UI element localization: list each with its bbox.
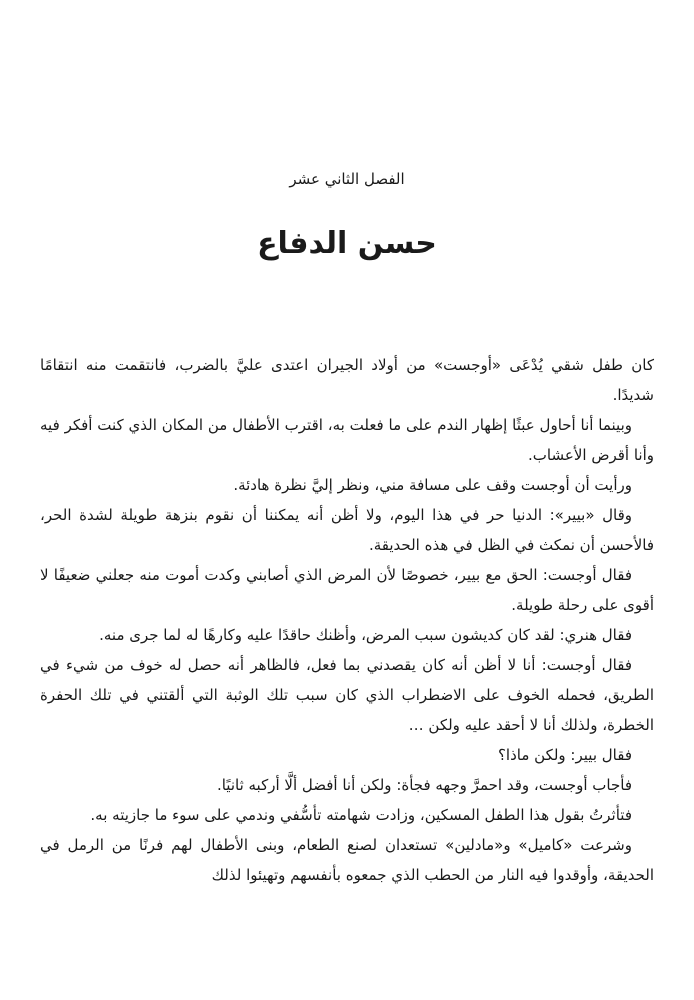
paragraph: ورأيت أن أوجست وقف على مسافة مني، ونظر إليَّ نظرة هادئة. xyxy=(233,476,632,494)
paragraph: فأجاب أوجست، وقد احمرَّ وجهه فجأة: ولكن أنا أفضل ألَّا أركبه ثانيًا. xyxy=(216,776,632,794)
paragraph: وبينما أنا أحاول عبثًا إظهار الندم على ما فعلت به، اقترب الأطفال من المكان الذي كنت أفكر فيه وأنا أقرض الأعشاب. xyxy=(40,416,654,464)
paragraph: وشرعت «كاميل» و«مادلين» تستعدان لصنع الطعام، وبنى الأطفال لهم فرنًا من الرمل في الحديقة، وأوقدوا فيه النار من الحطب الذي جمعوه بأنفسهم وتهيئوا لذلك xyxy=(40,836,654,884)
paragraph: كان طفل شقي يُدْعَى «أوجست» من أولاد الجيران اعتدى عليَّ بالضرب، فانتقمت منه انتقامًا شديدًا. xyxy=(40,356,654,404)
chapter-number: الفصل الثاني عشر xyxy=(289,170,405,188)
paragraph: فقال أوجست: أنا لا أظن أنه كان يقصدني بما فعل، فالظاهر أنه حصل له خوف من شيء في الطريق، فحمله الخوف على الاضطراب الذي كان سبب تلك الوثبة التي ألقتني في تلك الحفرة الخطرة، ولذلك أنا لا أحقد عليه ولكن … xyxy=(40,656,654,734)
paragraph: فقال بيير: ولكن ماذا؟ xyxy=(497,746,632,764)
chapter-title: حسن الدفاع xyxy=(257,226,437,261)
paragraph: فقال أوجست: الحق مع بيير، خصوصًا لأن المرض الذي أصابني وكدت أموت منه جعلني ضعيفًا لا أقوى على رحلة طويلة. xyxy=(40,566,654,614)
chapter-body xyxy=(40,350,654,890)
paragraph: وقال «بيير»: الدنيا حر في هذا اليوم، ولا أظن أنه يمكننا أن نقوم بنزهة طويلة لشدة الحر، فالأحسن أن نمكث في الظل في هذه الحديقة. xyxy=(40,506,654,554)
paragraph: فتأثرتُ بقول هذا الطفل المسكين، وزادت شهامته تأسُّفي وندمي على سوء ما جازيته به. xyxy=(90,806,632,824)
paragraph: فقال هنري: لقد كان كديشون سبب المرض، وأظنك حاقدًا عليه وكارهًا له لما جرى منه. xyxy=(99,626,632,644)
